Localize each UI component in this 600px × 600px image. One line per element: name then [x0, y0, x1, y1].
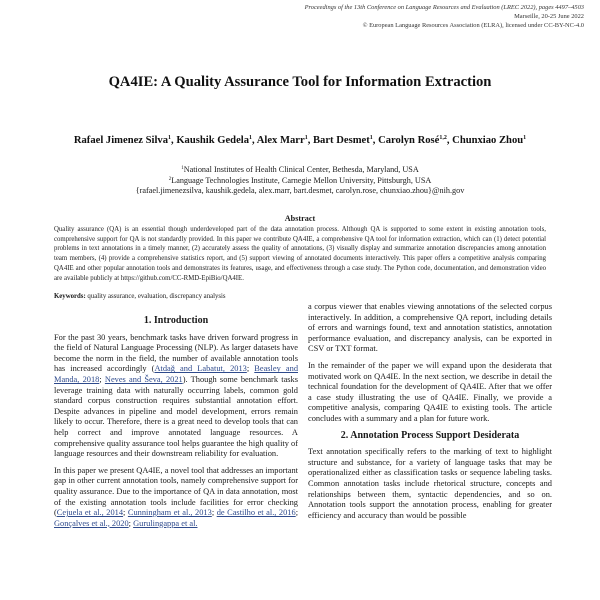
proceedings-line: Proceedings of the 13th Conference on Language Resources and Evaluation (LREC 2022), pages 4497–4503: [304, 4, 584, 11]
author-name: Carolyn Rosé: [378, 135, 440, 146]
paragraph: Text annotation specifically refers to the marking of text to highlight structure and substance, for a variety of language tasks that may be operationalized either as classification tasks or sequence labeling tasks. Common annotation tasks include rhetorical structure, concepts and relationships between them, syntactic dependencies, and so on. Annotation tools support the annotation process, enabling for greater efficiency and accuracy than would be possible: [308, 447, 552, 520]
author-name: Chunxiao Zhou: [452, 135, 524, 146]
author-list: Rafael Jimenez Silva$^1$, Kaushik Gedela$^1$, Alex Marr$^1$, Bart Desmet$^1$, Carolyn Rosé$^{1,2}$, Chunxiao Zhou$^1$: [73, 135, 527, 146]
section-heading-desiderata: 2. Annotation Process Support Desiderata: [340, 429, 520, 441]
author-affil-mark: 1: [369, 135, 373, 141]
author-emails: {rafael.jimenezsilva, kaushik.gedela, alex.marr, bart.desmet, carolyn.rose, chunxiao.zhou}@nih.gov: [135, 186, 465, 195]
author-name: Alex Marr: [256, 135, 305, 146]
citation-separator: ;: [211, 508, 217, 518]
paragraph: a corpus viewer that enables viewing annotations of the selected corpus interactively. In addition, a comprehensive QA report, including details of errors and warnings found, text and annotation statistics, annotation performance evaluation, and discrepancy analysis, can be exported in CSV or TXT format.: [308, 302, 552, 354]
citation-separator: ;: [246, 364, 255, 374]
affiliation-text: National Institutes of Health Clinical Center, Bethesda, Maryland, USA: [183, 165, 419, 174]
keywords-line: [54, 292, 546, 301]
affiliation-line: [0, 176, 600, 187]
author-affil-mark: 1: [523, 135, 527, 141]
paragraph: [54, 466, 298, 530]
affiliation-mark: 1: [181, 166, 184, 171]
citation-link[interactable]: Beasley and Manda, 2018: [54, 364, 298, 384]
citation-link[interactable]: de Castilho et al., 2016: [216, 508, 296, 518]
paragraph: [54, 333, 298, 460]
paper-title: QA4IE: A Quality Assurance Tool for Information Extraction: [108, 74, 492, 90]
citation-link[interactable]: Cunningham et al., 2013: [127, 508, 212, 518]
citation-separator: ;: [128, 518, 134, 528]
citation-separator: ;: [295, 508, 298, 518]
citation-link[interactable]: Gurulingappa et al.: [133, 518, 198, 528]
author-affil-mark: 1,2: [439, 135, 447, 141]
paragraph-text: ). Though some benchmark tasks leverage training data with naturally occurring labels, common gold standard corpus construction requires substantial annotation effort. Despite advances in pipeline and model development, errors remain likely to occur. Therefore, there is a great need to develop tools that can help correct and improve annotated language resources. A comprehensive quality assurance tool helps guarantee the high quality of language resources and their downstream reliability for evaluation.: [54, 374, 298, 459]
keywords-text: quality assurance, evaluation, discrepancy analysis: [87, 293, 226, 300]
section-heading-introduction: 1. Introduction: [143, 315, 209, 326]
author-name: Kaushik Gedela: [176, 135, 250, 146]
abstract-text: Quality assurance (QA) is an essential though underdeveloped part of the data annotation process. Although QA is supported to some extent in existing annotation tools, comprehensive support for QA is not standardly provided. In this paper we contribute QA4IE, a comprehensive QA tool for information extraction, which can (1) detect potential problems in text annotations in a timely manner, (2) accurately assess the quality of annotations, (3) visually display and summarize annotation discrepancies among annotation team members, (4) provide a comprehensive statistics report, and (5) support viewing of annotated documents interactively. This paper offers a competitive analysis comparing QA4IE and other popular annotation tools and demonstrates its features, usage, and effectiveness through a case study. The Python code, documentation, and demonstration video are available publicly at https://github.com/CC-RMD-EpiBio/QA4IE.: [54, 226, 546, 282]
paragraph-text: In this paper we present QA4IE, a novel tool that addresses an important gap in other current annotation tools, namely comprehensive support for quality assurance. Due to the importance of QA in data annotation, most of the existing annotation tools include facilities for error checking (: [54, 465, 298, 518]
citation-link[interactable]: Gonçalves et al., 2020: [54, 518, 129, 528]
keywords-label: Keywords:: [54, 293, 86, 300]
license-line: © European Language Resources Association (ELRA), licensed under CC-BY-NC-4.0: [362, 22, 584, 29]
author-name: Bart Desmet: [312, 135, 370, 146]
paragraph: In the remainder of the paper we will expand upon the desiderata that motivated work on QA4IE. In the next section, we describe in detail the technical foundation for the development of QA4IE. After that we offer a case study illustrating the use of QA4IE. Finally, we provide a competitive analysis, comparing QA4IE to existing tools. The article concludes with a summary and a plan for future work.: [308, 360, 552, 423]
paragraph-text: For the past 30 years, benchmark tasks have driven forward progress in the field of Natural Language Processing (NLP). As larger datasets have become the norm in the field, the number of available annotation tools has increased accordingly (: [54, 332, 298, 374]
right-column: [308, 302, 552, 600]
citation-link[interactable]: Neves and Ševa, 2021: [104, 374, 183, 384]
affiliation-line: [0, 165, 600, 176]
author-affil-mark: 1: [168, 135, 172, 141]
citation-separator: ;: [99, 374, 105, 384]
citation-separator: ;: [123, 508, 128, 518]
author-affil-mark: 1: [304, 135, 308, 141]
abstract-heading: Abstract: [284, 214, 316, 223]
affiliation-text: Language Technologies Institute, Carnegie Mellon University, Pittsburgh, USA: [171, 175, 432, 185]
author-name: Rafael Jimenez Silva: [73, 135, 169, 146]
citation-link[interactable]: Cejuela et al., 2014: [56, 508, 124, 518]
affiliations: [0, 165, 600, 197]
affiliation-mark: 2: [168, 176, 172, 182]
author-affil-mark: 1: [249, 135, 253, 141]
left-column: [54, 312, 298, 600]
venue-line: Marseille, 20-25 June 2022: [514, 13, 584, 20]
citation-link[interactable]: Atdağ and Labatut, 2013: [154, 364, 247, 374]
proceedings-header: [305, 3, 584, 30]
